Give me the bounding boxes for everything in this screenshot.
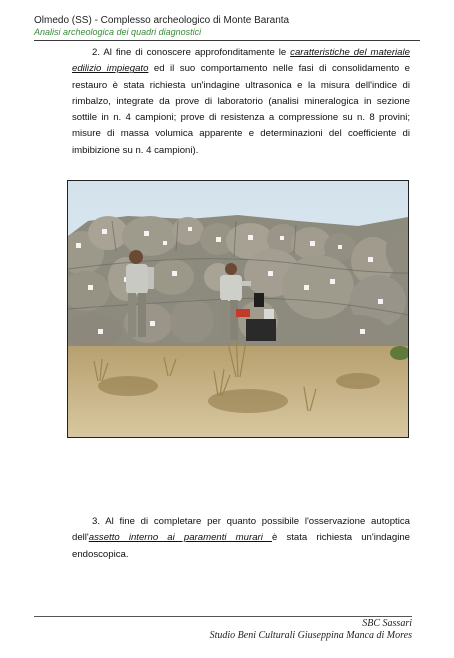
header-title: Olmedo (SS) - Complesso archeologico di Monte Baranta	[34, 15, 290, 26]
paragraph-2-rest: è stata richiesta un'indagine endoscopica.	[72, 532, 410, 560]
footer-org: SBC Sassari	[362, 618, 412, 629]
paragraph-2-lead: 3. Al fine di completare per quanto possibile l'osservazione autoptica dell'	[72, 516, 410, 544]
site-photo-megalithic-wall	[67, 180, 409, 438]
footer-divider	[34, 616, 412, 617]
paragraph-2-emphasis: assetto interno ai paramenti murari	[88, 532, 272, 544]
paragraph-1-lead: 2. Al fine di conoscere approfonditamente le	[92, 47, 291, 58]
paragraph-material-analysis	[72, 45, 410, 159]
header-divider	[34, 40, 420, 41]
page-header	[34, 15, 420, 38]
paragraph-endoscopic-survey	[72, 514, 410, 563]
paragraph-1-rest: ed il suo comportamento nelle fasi di consolidamento e restauro è stata richiesta un'indagine ultrasonica e la misura dell'indice di rimbalzo, integrate da prove di laboratorio (analisi mineralogica in sezione sottile in n. 4 campioni; prove di resistenza a compressione su n. 8 provini; misure di massa volumica apparente e determinazioni del coefficiente di imbibizione su n. 4 campioni).	[72, 63, 411, 156]
footer-studio: Studio Beni Culturali Giuseppina Manca di Mores	[209, 630, 412, 641]
header-subtitle: Analisi archeologica dei quadri diagnostici	[34, 27, 202, 37]
paragraph-1-emphasis: caratteristiche del materiale edilizio impiegato	[72, 47, 410, 75]
page-footer	[210, 618, 412, 642]
